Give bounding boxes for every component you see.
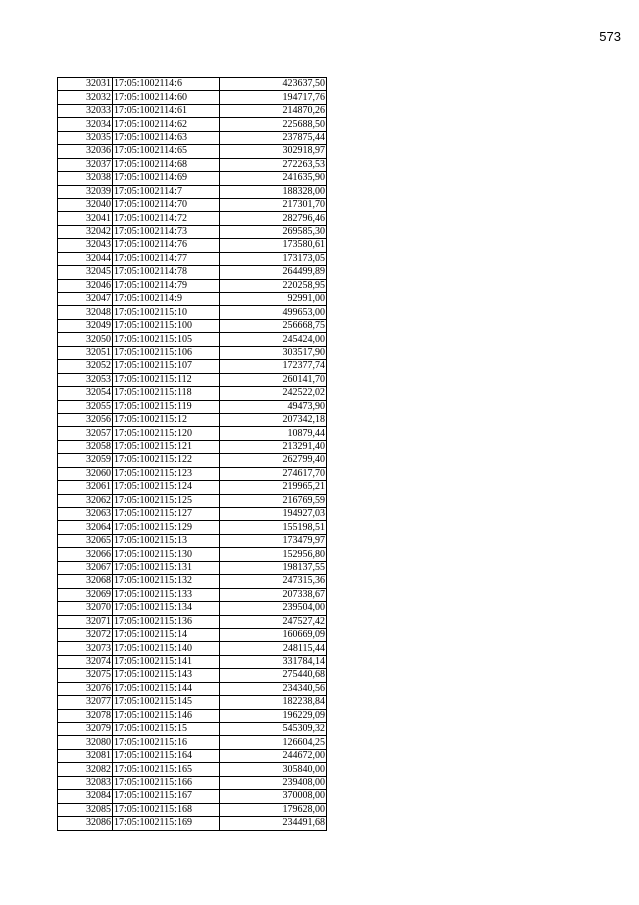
- row-id-cell: 32056: [58, 413, 113, 426]
- cadastral-number-cell: 17:05:1002115:107: [113, 360, 220, 373]
- row-id-cell: 32062: [58, 494, 113, 507]
- amount-cell: 262799,40: [220, 454, 327, 467]
- row-id-cell: 32033: [58, 104, 113, 117]
- row-id-cell: 32059: [58, 454, 113, 467]
- cadastral-number-cell: 17:05:1002115:106: [113, 346, 220, 359]
- cadastral-number-cell: 17:05:1002114:65: [113, 145, 220, 158]
- row-id-cell: 32066: [58, 548, 113, 561]
- table-row: [58, 440, 327, 453]
- cadastral-number-cell: 17:05:1002115:125: [113, 494, 220, 507]
- amount-cell: 49473,90: [220, 400, 327, 413]
- amount-cell: 242522,02: [220, 387, 327, 400]
- row-id-cell: 32083: [58, 776, 113, 789]
- cadastral-number-cell: 17:05:1002114:78: [113, 266, 220, 279]
- amount-cell: 173173,05: [220, 252, 327, 265]
- cadastral-number-cell: 17:05:1002114:79: [113, 279, 220, 292]
- row-id-cell: 32042: [58, 225, 113, 238]
- row-id-cell: 32072: [58, 628, 113, 641]
- row-id-cell: 32044: [58, 252, 113, 265]
- row-id-cell: 32047: [58, 293, 113, 306]
- amount-cell: 247315,36: [220, 575, 327, 588]
- amount-cell: 194717,76: [220, 91, 327, 104]
- cadastral-number-cell: 17:05:1002115:100: [113, 319, 220, 332]
- table-row: [58, 602, 327, 615]
- row-id-cell: 32070: [58, 602, 113, 615]
- cadastral-number-cell: 17:05:1002115:166: [113, 776, 220, 789]
- row-id-cell: 32050: [58, 333, 113, 346]
- row-id-cell: 32063: [58, 508, 113, 521]
- table-row: [58, 319, 327, 332]
- amount-cell: 331784,14: [220, 655, 327, 668]
- cadastral-number-cell: 17:05:1002114:63: [113, 131, 220, 144]
- amount-cell: 423637,50: [220, 78, 327, 91]
- table-row: [58, 723, 327, 736]
- page-number: 573: [599, 29, 621, 44]
- cadastral-number-cell: 17:05:1002115:119: [113, 400, 220, 413]
- amount-cell: 155198,51: [220, 521, 327, 534]
- table-row: [58, 709, 327, 722]
- cadastral-number-cell: 17:05:1002115:136: [113, 615, 220, 628]
- table-row: [58, 534, 327, 547]
- row-id-cell: 32085: [58, 803, 113, 816]
- row-id-cell: 32053: [58, 373, 113, 386]
- row-id-cell: 32054: [58, 387, 113, 400]
- amount-cell: 225688,50: [220, 118, 327, 131]
- amount-cell: 272263,53: [220, 158, 327, 171]
- table-row: [58, 817, 327, 830]
- cadastral-number-cell: 17:05:1002115:15: [113, 723, 220, 736]
- table-row: [58, 387, 327, 400]
- cadastral-number-cell: 17:05:1002114:69: [113, 172, 220, 185]
- table-row: [58, 333, 327, 346]
- row-id-cell: 32076: [58, 682, 113, 695]
- amount-cell: 305840,00: [220, 763, 327, 776]
- amount-cell: 239408,00: [220, 776, 327, 789]
- table-row: [58, 467, 327, 480]
- table-row: [58, 360, 327, 373]
- amount-cell: 196229,09: [220, 709, 327, 722]
- cadastral-number-cell: 17:05:1002115:131: [113, 561, 220, 574]
- amount-cell: 241635,90: [220, 172, 327, 185]
- row-id-cell: 32080: [58, 736, 113, 749]
- cadastral-number-cell: 17:05:1002115:12: [113, 413, 220, 426]
- row-id-cell: 32075: [58, 669, 113, 682]
- table-row: [58, 293, 327, 306]
- amount-cell: 274617,70: [220, 467, 327, 480]
- cadastral-number-cell: 17:05:1002114:72: [113, 212, 220, 225]
- cadastral-number-cell: 17:05:1002115:132: [113, 575, 220, 588]
- table-row: [58, 131, 327, 144]
- amount-cell: 247527,42: [220, 615, 327, 628]
- table-row: [58, 78, 327, 91]
- table-row: [58, 548, 327, 561]
- table-row: [58, 494, 327, 507]
- row-id-cell: 32086: [58, 817, 113, 830]
- table-row: [58, 696, 327, 709]
- amount-cell: 260141,70: [220, 373, 327, 386]
- row-id-cell: 32052: [58, 360, 113, 373]
- table-row: [58, 185, 327, 198]
- table-row: [58, 642, 327, 655]
- amount-cell: 198137,55: [220, 561, 327, 574]
- row-id-cell: 32055: [58, 400, 113, 413]
- cadastral-number-cell: 17:05:1002115:10: [113, 306, 220, 319]
- table-row: [58, 575, 327, 588]
- amount-cell: 370008,00: [220, 790, 327, 803]
- amount-cell: 207338,67: [220, 588, 327, 601]
- cadastral-number-cell: 17:05:1002115:143: [113, 669, 220, 682]
- table-row: [58, 306, 327, 319]
- amount-cell: 207342,18: [220, 413, 327, 426]
- table-body: [58, 78, 327, 831]
- cadastral-number-cell: 17:05:1002115:129: [113, 521, 220, 534]
- cadastral-number-cell: 17:05:1002115:112: [113, 373, 220, 386]
- row-id-cell: 32061: [58, 481, 113, 494]
- row-id-cell: 32057: [58, 427, 113, 440]
- table-row: [58, 790, 327, 803]
- amount-cell: 213291,40: [220, 440, 327, 453]
- cadastral-number-cell: 17:05:1002115:141: [113, 655, 220, 668]
- amount-cell: 303517,90: [220, 346, 327, 359]
- table-row: [58, 91, 327, 104]
- cadastral-number-cell: 17:05:1002115:16: [113, 736, 220, 749]
- row-id-cell: 32071: [58, 615, 113, 628]
- row-id-cell: 32051: [58, 346, 113, 359]
- table-row: [58, 508, 327, 521]
- cadastral-number-cell: 17:05:1002115:167: [113, 790, 220, 803]
- amount-cell: 182238,84: [220, 696, 327, 709]
- table-row: [58, 225, 327, 238]
- cadastral-number-cell: 17:05:1002114:6: [113, 78, 220, 91]
- amount-cell: 217301,70: [220, 198, 327, 211]
- amount-cell: 545309,32: [220, 723, 327, 736]
- table-row: [58, 346, 327, 359]
- amount-cell: 220258,95: [220, 279, 327, 292]
- amount-cell: 194927,03: [220, 508, 327, 521]
- amount-cell: 248115,44: [220, 642, 327, 655]
- table-row: [58, 561, 327, 574]
- amount-cell: 219965,21: [220, 481, 327, 494]
- amount-cell: 216769,59: [220, 494, 327, 507]
- row-id-cell: 32032: [58, 91, 113, 104]
- table-row: [58, 763, 327, 776]
- cadastral-number-cell: 17:05:1002114:68: [113, 158, 220, 171]
- cadastral-number-cell: 17:05:1002115:140: [113, 642, 220, 655]
- amount-cell: 234340,56: [220, 682, 327, 695]
- row-id-cell: 32081: [58, 749, 113, 762]
- row-id-cell: 32067: [58, 561, 113, 574]
- amount-cell: 92991,00: [220, 293, 327, 306]
- row-id-cell: 32084: [58, 790, 113, 803]
- amount-cell: 172377,74: [220, 360, 327, 373]
- amount-cell: 173479,97: [220, 534, 327, 547]
- row-id-cell: 32048: [58, 306, 113, 319]
- table-row: [58, 266, 327, 279]
- row-id-cell: 32037: [58, 158, 113, 171]
- row-id-cell: 32039: [58, 185, 113, 198]
- table-row: [58, 279, 327, 292]
- row-id-cell: 32077: [58, 696, 113, 709]
- row-id-cell: 32035: [58, 131, 113, 144]
- row-id-cell: 32034: [58, 118, 113, 131]
- row-id-cell: 32082: [58, 763, 113, 776]
- row-id-cell: 32078: [58, 709, 113, 722]
- cadastral-number-cell: 17:05:1002115:121: [113, 440, 220, 453]
- data-table: [57, 77, 327, 831]
- amount-cell: 179628,00: [220, 803, 327, 816]
- table-row: [58, 481, 327, 494]
- cadastral-number-cell: 17:05:1002115:118: [113, 387, 220, 400]
- cadastral-number-cell: 17:05:1002115:14: [113, 628, 220, 641]
- table-row: [58, 682, 327, 695]
- cadastral-number-cell: 17:05:1002115:105: [113, 333, 220, 346]
- cadastral-number-cell: 17:05:1002115:168: [113, 803, 220, 816]
- row-id-cell: 32031: [58, 78, 113, 91]
- row-id-cell: 32041: [58, 212, 113, 225]
- cadastral-number-cell: 17:05:1002115:127: [113, 508, 220, 521]
- table-row: [58, 239, 327, 252]
- cadastral-number-cell: 17:05:1002115:124: [113, 481, 220, 494]
- row-id-cell: 32036: [58, 145, 113, 158]
- row-id-cell: 32074: [58, 655, 113, 668]
- table-row: [58, 373, 327, 386]
- cadastral-number-cell: 17:05:1002115:13: [113, 534, 220, 547]
- table-row: [58, 736, 327, 749]
- table-row: [58, 118, 327, 131]
- row-id-cell: 32069: [58, 588, 113, 601]
- amount-cell: 188328,00: [220, 185, 327, 198]
- amount-cell: 282796,46: [220, 212, 327, 225]
- amount-cell: 245424,00: [220, 333, 327, 346]
- row-id-cell: 32060: [58, 467, 113, 480]
- cadastral-number-cell: 17:05:1002115:145: [113, 696, 220, 709]
- table-row: [58, 454, 327, 467]
- table-row: [58, 655, 327, 668]
- cadastral-number-cell: 17:05:1002114:9: [113, 293, 220, 306]
- amount-cell: 214870,26: [220, 104, 327, 117]
- table-row: [58, 776, 327, 789]
- amount-cell: 234491,68: [220, 817, 327, 830]
- amount-cell: 160669,09: [220, 628, 327, 641]
- amount-cell: 256668,75: [220, 319, 327, 332]
- row-id-cell: 32073: [58, 642, 113, 655]
- table-row: [58, 172, 327, 185]
- amount-cell: 237875,44: [220, 131, 327, 144]
- row-id-cell: 32038: [58, 172, 113, 185]
- table-row: [58, 145, 327, 158]
- amount-cell: 269585,30: [220, 225, 327, 238]
- row-id-cell: 32079: [58, 723, 113, 736]
- row-id-cell: 32064: [58, 521, 113, 534]
- table-row: [58, 628, 327, 641]
- row-id-cell: 32058: [58, 440, 113, 453]
- row-id-cell: 32046: [58, 279, 113, 292]
- table-row: [58, 252, 327, 265]
- table-row: [58, 521, 327, 534]
- cadastral-number-cell: 17:05:1002114:70: [113, 198, 220, 211]
- row-id-cell: 32049: [58, 319, 113, 332]
- amount-cell: 126604,25: [220, 736, 327, 749]
- table-row: [58, 803, 327, 816]
- table-row: [58, 427, 327, 440]
- cadastral-number-cell: 17:05:1002115:144: [113, 682, 220, 695]
- amount-cell: 239504,00: [220, 602, 327, 615]
- cadastral-number-cell: 17:05:1002115:130: [113, 548, 220, 561]
- table-row: [58, 158, 327, 171]
- amount-cell: 499653,00: [220, 306, 327, 319]
- cadastral-number-cell: 17:05:1002114:62: [113, 118, 220, 131]
- amount-cell: 10879,44: [220, 427, 327, 440]
- cadastral-number-cell: 17:05:1002114:7: [113, 185, 220, 198]
- table-row: [58, 615, 327, 628]
- amount-cell: 173580,61: [220, 239, 327, 252]
- cadastral-number-cell: 17:05:1002115:134: [113, 602, 220, 615]
- cadastral-number-cell: 17:05:1002115:164: [113, 749, 220, 762]
- cadastral-number-cell: 17:05:1002114:73: [113, 225, 220, 238]
- cadastral-number-cell: 17:05:1002115:120: [113, 427, 220, 440]
- cadastral-number-cell: 17:05:1002115:123: [113, 467, 220, 480]
- table-row: [58, 212, 327, 225]
- cadastral-number-cell: 17:05:1002115:122: [113, 454, 220, 467]
- table-row: [58, 588, 327, 601]
- table-row: [58, 749, 327, 762]
- cadastral-number-cell: 17:05:1002114:61: [113, 104, 220, 117]
- amount-cell: 152956,80: [220, 548, 327, 561]
- amount-cell: 302918,97: [220, 145, 327, 158]
- row-id-cell: 32043: [58, 239, 113, 252]
- row-id-cell: 32065: [58, 534, 113, 547]
- table-row: [58, 104, 327, 117]
- amount-cell: 264499,89: [220, 266, 327, 279]
- table-row: [58, 198, 327, 211]
- cadastral-number-cell: 17:05:1002114:76: [113, 239, 220, 252]
- amount-cell: 275440,68: [220, 669, 327, 682]
- cadastral-number-cell: 17:05:1002115:133: [113, 588, 220, 601]
- table-row: [58, 413, 327, 426]
- row-id-cell: 32040: [58, 198, 113, 211]
- table-row: [58, 669, 327, 682]
- row-id-cell: 32045: [58, 266, 113, 279]
- cadastral-number-cell: 17:05:1002115:169: [113, 817, 220, 830]
- cadastral-number-cell: 17:05:1002115:146: [113, 709, 220, 722]
- cadastral-number-cell: 17:05:1002114:60: [113, 91, 220, 104]
- cadastral-number-cell: 17:05:1002115:165: [113, 763, 220, 776]
- cadastral-number-cell: 17:05:1002114:77: [113, 252, 220, 265]
- row-id-cell: 32068: [58, 575, 113, 588]
- table-row: [58, 400, 327, 413]
- amount-cell: 244672,00: [220, 749, 327, 762]
